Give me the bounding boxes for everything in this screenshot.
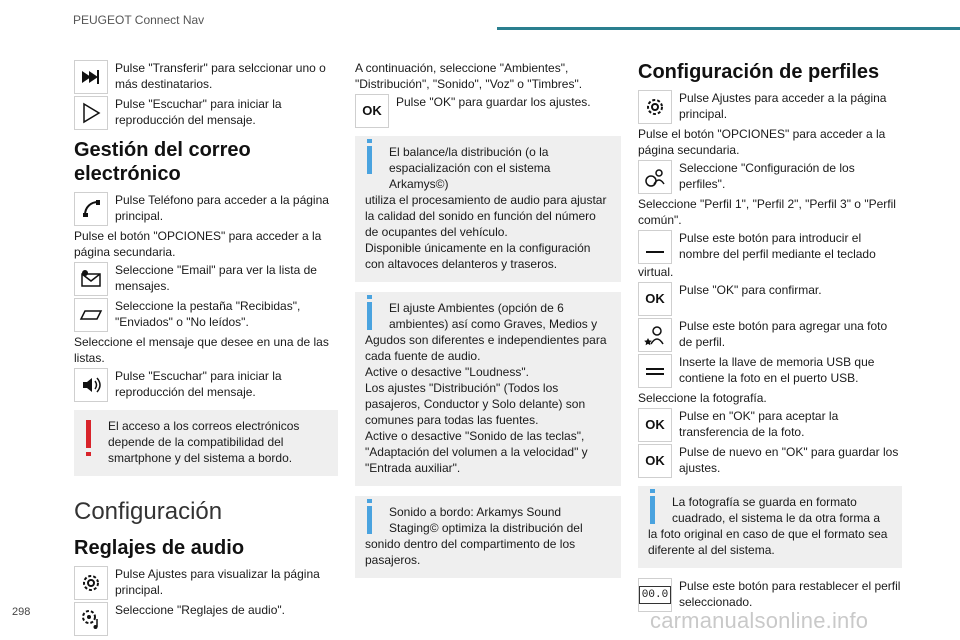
note-text: El acceso a los correos electrónicos depende de la compatibilidad del smartphone y del sistema a bordo. [108,419,300,465]
usb-slot-icon [638,354,672,388]
section-heading-email: Gestión del correo electrónico [74,139,251,185]
step-text: Seleccione "Email" para ver la lista de mensajes. [115,263,317,293]
ok-button-icon: OK [638,408,672,442]
step-text: Pulse "Escuchar" para iniciar la reproducción del mensaje. [115,97,282,127]
note-text: sonido dentro del compartimento de los pasajeros. [365,537,576,567]
ok-button-icon: OK [355,94,389,128]
paragraph: A continuación, seleccione "Ambientes", "Distribución", "Sonido", "Voz" o "Timbres". [355,61,583,91]
add-photo-icon [638,318,672,352]
step-confirm [638,282,902,316]
watermark: carmanualsonline.info [650,608,869,633]
play-icon [74,96,108,130]
note-text: El balance/la distribución (o la espacialización con el sistema Arkamys©) [389,145,551,191]
step-accept [638,408,902,442]
ok-button-icon: OK [638,282,672,316]
step-text: Seleccione "Configuración de los perfiles". [679,161,855,191]
step-settings [638,90,902,124]
step-text: Pulse Ajustes para visualizar la página principal. [115,567,320,597]
paragraph: virtual. [638,265,674,279]
info-note-photo [638,486,902,568]
note-text: Active o desactive "Sonido de las teclas", "Adaptación del volumen a la velocidad" y "Entrada auxiliar". [365,429,588,475]
step-text: Seleccione la pestaña "Recibidas", "Enviados" o "No leídos". [115,299,301,329]
step-photo [638,318,902,352]
paragraph: Seleccione "Perfil 1", "Perfil 2", "Perfil 3" o "Perfil común". [638,197,896,227]
note-text: La fotografía se guarda en formato cuadrado, el sistema le da otra forma a [672,495,881,525]
step-listen [74,96,338,130]
step-text: Pulse "Transferir" para selccionar uno o más destinatarios. [115,61,326,91]
gear-music-icon [74,602,108,636]
chapter-heading: Configuración [74,498,223,525]
step-text: Inserte la llave de memoria USB que contiene la foto en el puerto USB. [679,355,875,385]
note-text: la foto original en caso de que el formato sea diferente al del sistema. [648,527,888,557]
step-text: Pulse "Escuchar" para iniciar la reproducción del mensaje. [115,369,282,399]
step-text: Pulse este botón para agregar una foto de perfil. [679,319,888,349]
warning-note [74,410,338,476]
info-icon [367,506,372,534]
info-icon [367,146,372,174]
step-reset [638,578,902,612]
page-number: 298 [12,606,31,618]
step-text: Pulse de nuevo en "OK" para guardar los ajustes. [679,445,899,475]
profile-settings-icon [638,160,672,194]
gear-icon [638,90,672,124]
step-text: Seleccione "Reglajes de audio". [115,603,285,617]
step-usb [638,354,902,388]
step-audio-settings [74,602,338,636]
step-text: Pulse este botón para introducir el nombre del perfil mediante el teclado [679,231,876,261]
running-header: PEUGEOT Connect Nav [73,13,205,27]
column-2 [355,60,621,588]
note-text: Agudos son diferentes e independientes para cada fuente de audio. [365,333,607,363]
section-heading-profiles: Configuración de perfiles [638,61,880,83]
step-save [638,444,902,478]
step-text: Pulse "OK" para guardar los ajustes. [396,95,591,109]
tab-icon [74,298,108,332]
info-note-balance [355,136,621,282]
reset-icon: 00.0 [638,578,672,612]
step-phone [74,192,338,226]
section-heading-audio: Reglajes de audio [74,537,245,559]
step-profiles [638,160,902,194]
phone-icon [74,192,108,226]
step-text: Pulse "OK" para confirmar. [679,283,822,297]
step-text: Pulse Ajustes para acceder a la página principal. [679,91,887,121]
note-text: El ajuste Ambientes (opción de 6 ambientes) así como Graves, Medios y [389,301,598,331]
info-note-ambientes [355,292,621,486]
note-text: utiliza el procesamiento de audio para ajustar la calidad del sonido en función del número de ocupantes del vehículo. [365,193,607,239]
step-text: Pulse en "OK" para aceptar la transferencia de la foto. [679,409,839,439]
info-icon [650,496,655,524]
step-listen-2 [74,368,338,402]
paragraph: Pulse el botón "OPCIONES" para acceder a la página secundaria. [638,127,886,157]
transfer-icon [74,60,108,94]
column-3 [638,60,902,614]
gear-icon [74,566,108,600]
header-accent-bar [497,27,960,30]
note-text: Sonido a bordo: Arkamys Sound Staging© optimiza la distribución del [389,505,583,535]
info-note-arkamys [355,496,621,578]
step-text: Pulse Teléfono para acceder a la página principal. [115,193,329,223]
step-tabs [74,298,338,332]
paragraph: Pulse el botón "OPCIONES" para acceder a la página secundaria. [74,229,322,259]
info-icon [367,302,372,330]
paragraph: Seleccione el mensaje que desee en una de las listas. [74,335,329,365]
ok-button-icon: OK [638,444,672,478]
step-settings [74,566,338,600]
note-text: Disponible únicamente en la configuración con altavoces delanteros y traseros. [365,241,591,271]
paragraph: Seleccione la fotografía. [638,391,767,405]
edit-name-icon [638,230,672,264]
column-1 [74,60,338,638]
note-text: Los ajustes "Distribución" (Todos los pasajeros, Conductor y Solo delante) son comunes para todas las fuentes. [365,381,586,427]
note-text: Active o desactive "Loudness". [365,365,529,379]
speaker-icon [74,368,108,402]
step-text: Pulse este botón para restablecer el perfil seleccionado. [679,579,901,609]
step-email [74,262,338,296]
warning-icon [86,420,91,448]
step-ok [355,94,621,128]
step-name [638,230,902,264]
email-icon [74,262,108,296]
step-transfer [74,60,338,94]
